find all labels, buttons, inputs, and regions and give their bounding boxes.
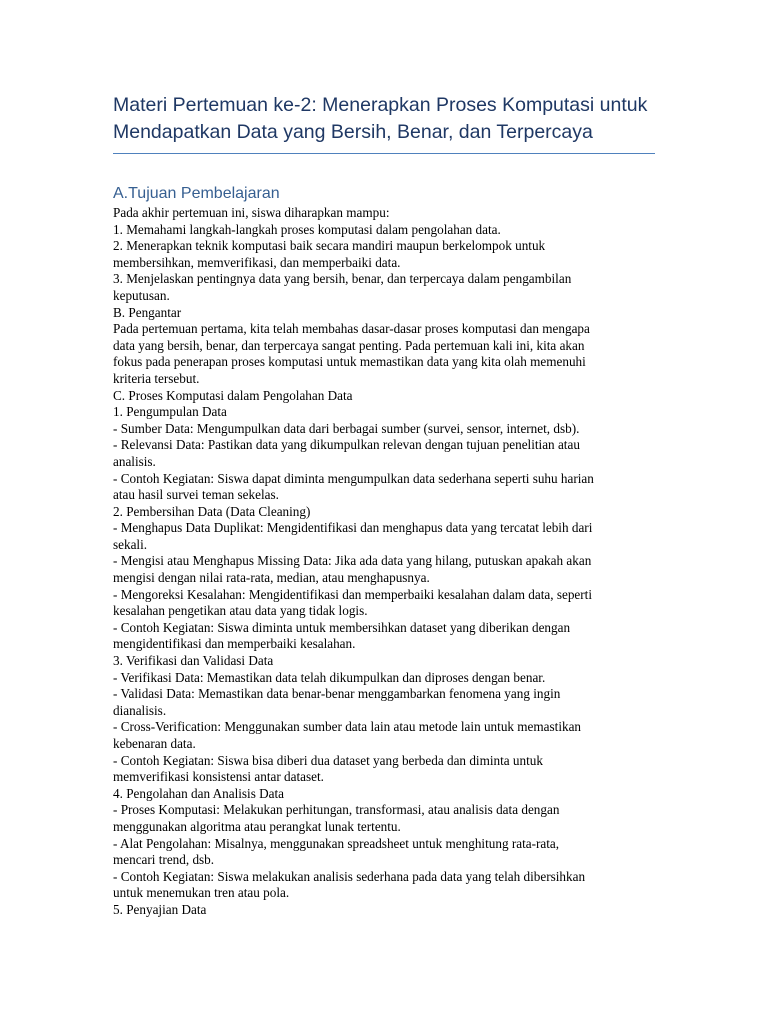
document-title-line-2: Mendapatkan Data yang Bersih, Benar, dan Terpercaya	[113, 121, 593, 143]
body-line: 1. Pengumpulan Data	[113, 404, 227, 420]
body-line: - Contoh Kegiatan: Siswa bisa diberi dua dataset yang berbeda dan diminta untuk	[113, 752, 543, 768]
body-line: - Proses Komputasi: Melakukan perhitungan, transformasi, atau analisis data dengan	[113, 802, 560, 818]
body-line: - Mengoreksi Kesalahan: Mengidentifikasi dan memperbaiki kesalahan dalam data, seperti	[113, 586, 592, 602]
body-line: mengidentifikasi dan memperbaiki kesalahan.	[113, 636, 356, 652]
body-line: - Verifikasi Data: Memastikan data telah dikumpulkan dan diproses dengan benar.	[113, 669, 546, 685]
section-a-heading: A.Tujuan Pembelajaran	[113, 185, 280, 202]
body-line: - Menghapus Data Duplikat: Mengidentifikasi dan menghapus data yang tercatat lebih dari	[113, 520, 593, 536]
body-line: B. Pengantar	[113, 304, 182, 320]
body-line: 2. Menerapkan teknik komputasi baik secara mandiri maupun berkelompok untuk	[113, 238, 546, 254]
body-line: atau hasil survei teman sekelas.	[113, 487, 279, 503]
document-page	[113, 92, 655, 919]
body-line: 5. Penyajian Data	[113, 901, 207, 917]
document-title-line-1: Materi Pertemuan ke-2: Menerapkan Proses Komputasi untuk	[113, 94, 648, 116]
body-line: - Mengisi atau Menghapus Missing Data: Jika ada data yang hilang, putuskan apakah akan	[113, 553, 592, 569]
body-line: 1. Memahami langkah-langkah proses komputasi dalam pengolahan data.	[113, 221, 501, 237]
document-body	[113, 205, 655, 919]
body-line: kebenaran data.	[113, 736, 196, 751]
body-line: membersihkan, memverifikasi, dan memperbaiki data.	[113, 254, 401, 270]
document-title	[113, 92, 655, 153]
body-line: - Cross-Verification: Menggunakan sumber data lain atau metode lain untuk memastikan	[113, 719, 582, 735]
body-line: - Contoh Kegiatan: Siswa melakukan analisis sederhana pada data yang telah dibersihkan	[113, 868, 586, 884]
body-line: mengisi dengan nilai rata-rata, median, atau menghapusnya.	[113, 570, 430, 586]
body-line: sekali.	[113, 536, 148, 552]
body-line: Pada pertemuan pertama, kita telah membahas dasar-dasar proses komputasi dan mengapa	[113, 321, 590, 337]
body-line: analisis.	[113, 453, 156, 469]
body-line: 3. Verifikasi dan Validasi Data	[113, 653, 274, 669]
body-line: kesalahan pengetikan atau data yang tidak logis.	[113, 603, 368, 619]
body-line: - Sumber Data: Mengumpulkan data dari berbagai sumber (survei, sensor, internet, dsb).	[113, 420, 580, 436]
body-line: untuk menemukan tren atau pola.	[113, 885, 290, 901]
body-line: menggunakan algoritma atau perangkat lunak tertentu.	[113, 818, 401, 834]
body-line: 3. Menjelaskan pentingnya data yang bersih, benar, dan terpercaya dalam pengambilan	[113, 271, 572, 287]
body-line: - Alat Pengolahan: Misalnya, menggunakan spreadsheet untuk menghitung rata-rata,	[113, 835, 560, 851]
body-line: - Contoh Kegiatan: Siswa diminta untuk membersihkan dataset yang diberikan dengan	[113, 619, 571, 635]
body-line: - Validasi Data: Memastikan data benar-benar menggambarkan fenomena yang ingin	[113, 686, 561, 702]
body-line: kriteria tersebut.	[113, 370, 200, 386]
body-line: fokus pada penerapan proses komputasi untuk memastikan data yang kita olah memenuhi	[113, 354, 586, 370]
body-line: memverifikasi konsistensi antar dataset.	[113, 769, 324, 785]
body-line: mencari trend, dsb.	[113, 852, 215, 868]
body-line: - Relevansi Data: Pastikan data yang dikumpulkan relevan dengan tujuan penelitian atau	[113, 437, 580, 453]
body-line: - Contoh Kegiatan: Siswa dapat diminta mengumpulkan data sederhana seperti suhu harian	[113, 470, 594, 486]
body-line: keputusan.	[113, 287, 170, 303]
body-line: C. Proses Komputasi dalam Pengolahan Data	[113, 387, 353, 403]
body-line: data yang bersih, benar, dan terpercaya sangat penting. Pada pertemuan kali ini, kita akan	[113, 337, 585, 353]
body-line: 2. Pembersihan Data (Data Cleaning)	[113, 503, 311, 519]
body-line: 4. Pengolahan dan Analisis Data	[113, 785, 285, 801]
body-line: Pada akhir pertemuan ini, siswa diharapkan mampu:	[113, 205, 390, 220]
body-line: dianalisis.	[113, 702, 167, 718]
title-divider	[113, 153, 655, 154]
